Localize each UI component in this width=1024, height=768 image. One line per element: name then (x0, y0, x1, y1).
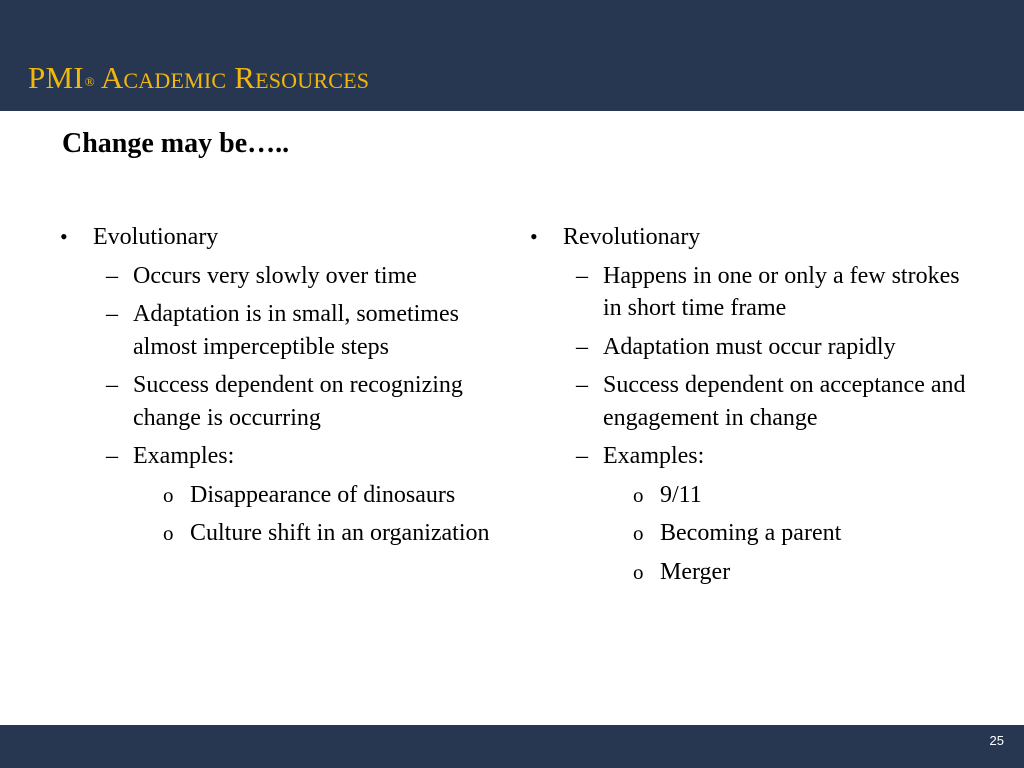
point-text: Happens in one or only a few strokes in short time frame (603, 262, 960, 321)
dash-icon: – (106, 443, 118, 469)
list-item (530, 221, 970, 254)
circle-bullet-icon: o (633, 559, 644, 584)
list-item (60, 479, 500, 512)
dash-icon: – (106, 301, 118, 327)
evolutionary-column (60, 221, 500, 556)
circle-bullet-icon: o (163, 521, 174, 545)
brand-prefix: PMI (28, 60, 84, 95)
list-item (60, 221, 500, 254)
dash-icon: – (576, 333, 588, 360)
dash-icon: – (576, 262, 588, 289)
dash-icon: – (106, 262, 118, 289)
brand-rest: Academic Resources (100, 60, 370, 95)
list-item (60, 517, 500, 550)
point-text: Success dependent on recognizing change is occurring (133, 372, 463, 431)
list-item (530, 556, 970, 589)
list-item (60, 260, 500, 293)
circle-bullet-icon: o (633, 482, 644, 507)
circle-bullet-icon: o (633, 521, 644, 545)
point-text: Examples: (603, 443, 705, 469)
list-item (530, 369, 970, 434)
example-text: Merger (660, 558, 731, 585)
list-item (530, 331, 970, 364)
slide-title: Change may be….. (62, 128, 290, 159)
column-heading: Revolutionary (563, 224, 701, 250)
point-text: Examples: (133, 443, 235, 469)
dash-icon: – (576, 443, 588, 469)
point-text: Adaptation must occur rapidly (603, 333, 896, 360)
circle-bullet-icon: o (163, 482, 174, 507)
page-number: 25 (989, 733, 1004, 748)
header-bar (0, 0, 1024, 111)
list-item (60, 298, 500, 363)
point-text: Adaptation is in small, sometimes almost imperceptible steps (133, 301, 459, 360)
dash-icon: – (106, 372, 118, 398)
revolutionary-column (530, 221, 970, 594)
point-text: Occurs very slowly over time (133, 262, 417, 289)
column-heading: Evolutionary (93, 224, 219, 250)
brand-title (28, 58, 369, 98)
list-item (60, 440, 500, 473)
registered-mark: ® (84, 74, 95, 89)
example-text: Culture shift in an organization (190, 520, 490, 546)
bullet-icon: • (530, 224, 538, 249)
bullet-icon: • (60, 224, 68, 249)
list-item (530, 260, 970, 325)
list-item (530, 517, 970, 550)
list-item (60, 369, 500, 434)
list-item (530, 479, 970, 512)
example-text: 9/11 (660, 481, 702, 508)
list-item (530, 440, 970, 473)
example-text: Disappearance of dinosaurs (190, 481, 456, 508)
example-text: Becoming a parent (660, 520, 842, 546)
point-text: Success dependent on acceptance and engagement in change (603, 372, 966, 431)
dash-icon: – (576, 372, 588, 398)
footer-bar (0, 725, 1024, 768)
